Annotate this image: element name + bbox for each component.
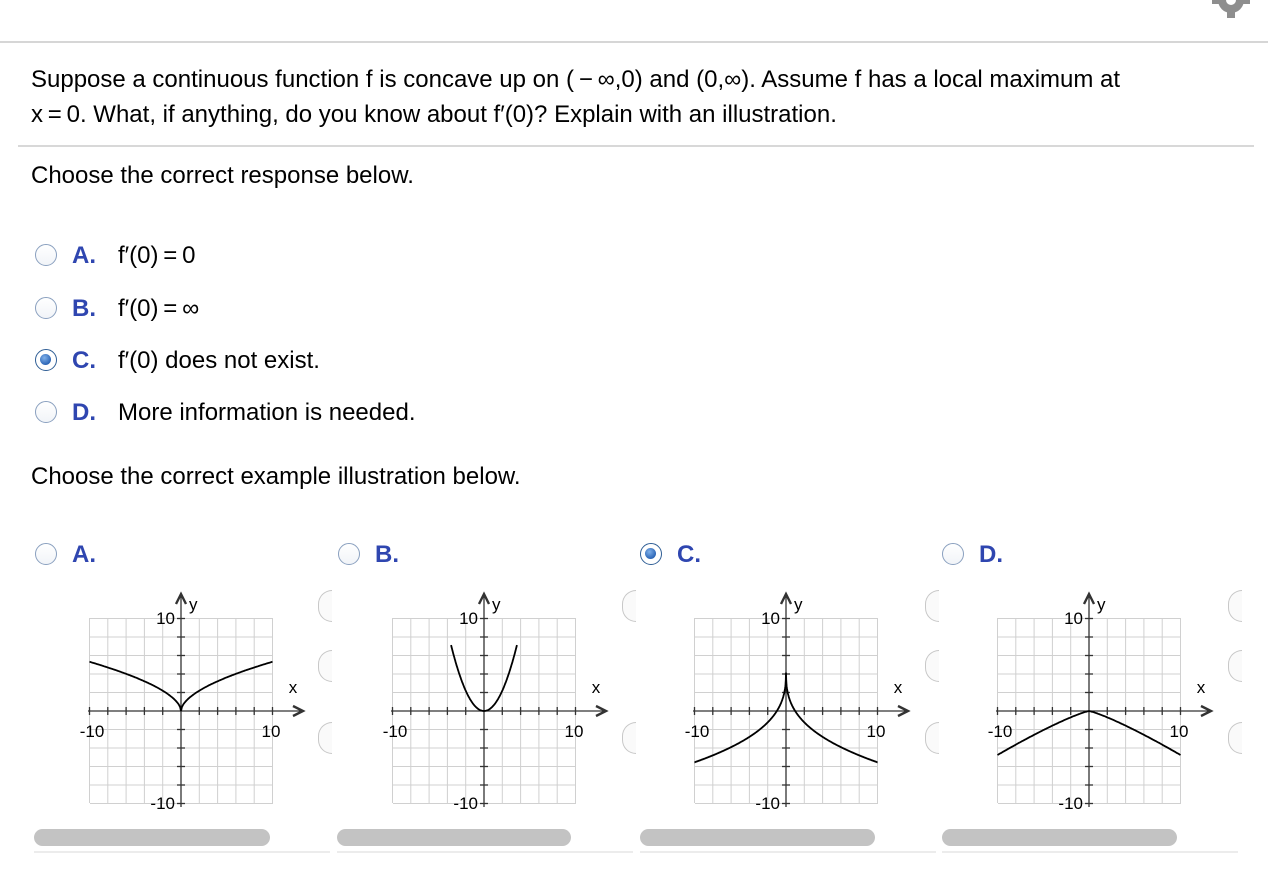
radio-illustration-d[interactable] <box>942 543 964 565</box>
option-letter: D. <box>72 399 96 426</box>
x-min-label: -10 <box>79 722 105 741</box>
x-min-label: -10 <box>684 722 710 741</box>
radio-b[interactable] <box>35 297 57 319</box>
x-min-label: -10 <box>382 722 408 741</box>
y-axis-label: y <box>189 595 198 614</box>
y-max-label: 10 <box>156 609 175 628</box>
graph-b-scrollbar[interactable] <box>337 829 571 846</box>
illustration-letter: D. <box>979 541 1003 568</box>
option-text: f′(0) does not exist. <box>118 347 320 374</box>
response-option-c[interactable] <box>0 340 700 380</box>
y-min-label: -10 <box>755 794 780 813</box>
x-max-label: 10 <box>1169 722 1189 741</box>
option-letter: A. <box>72 242 96 269</box>
x-max-label: 10 <box>564 722 584 741</box>
question-line-1: Suppose a continuous function f is concave up on ( − ∞,0) and (0,∞). Assume f has a local maximum at <box>31 66 1121 93</box>
axes <box>693 594 908 807</box>
axes <box>391 594 606 807</box>
radio-illustration-c[interactable] <box>640 543 662 565</box>
radio-illustration-b[interactable] <box>338 543 360 565</box>
y-axis-label: y <box>492 595 501 614</box>
axes <box>996 594 1211 807</box>
x-max-label: 10 <box>866 722 886 741</box>
graph-c-scroll-track <box>640 851 936 853</box>
radio-c[interactable] <box>35 349 57 371</box>
graph-b-scroll-track <box>337 851 633 853</box>
coordinate-plane <box>333 585 633 825</box>
graph-c-scrollbar[interactable] <box>640 829 875 846</box>
coordinate-plane <box>30 585 330 825</box>
coordinate-plane <box>938 585 1238 825</box>
x-axis-label: x <box>591 678 601 697</box>
x-axis-label: x <box>1196 678 1206 697</box>
graph-a-scroll-track <box>34 851 330 853</box>
x-axis-label: x <box>893 678 903 697</box>
option-text: f′(0) = ∞ <box>118 295 200 322</box>
graph-d <box>938 585 1238 825</box>
y-axis-label: y <box>794 595 803 614</box>
y-max-label: 10 <box>459 609 478 628</box>
part1-prompt: Choose the correct response below. <box>31 162 414 189</box>
part2-prompt: Choose the correct example illustration below. <box>31 463 521 490</box>
response-option-b[interactable] <box>0 288 700 328</box>
graph-a-scrollbar[interactable] <box>34 829 270 846</box>
option-text: More information is needed. <box>118 399 416 426</box>
x-axis-label: x <box>288 678 298 697</box>
option-text: f′(0) = 0 <box>118 242 196 269</box>
x-max-label: 10 <box>261 722 281 741</box>
header-divider <box>0 41 1268 43</box>
graph-d-scroll-track <box>942 851 1238 853</box>
radio-illustration-a[interactable] <box>35 543 57 565</box>
option-letter: C. <box>72 347 96 374</box>
illustration-letter: A. <box>72 541 96 568</box>
coordinate-plane <box>635 585 935 825</box>
y-min-label: -10 <box>453 794 478 813</box>
y-min-label: -10 <box>1058 794 1083 813</box>
graph-b <box>333 585 633 825</box>
response-option-a[interactable] <box>0 235 700 275</box>
y-axis-label: y <box>1097 595 1106 614</box>
graph-a <box>30 585 330 825</box>
y-max-label: 10 <box>1064 609 1083 628</box>
question-line-2: x = 0. What, if anything, do you know about f′(0)? Explain with an illustration. <box>31 101 837 128</box>
response-option-d[interactable] <box>0 392 700 432</box>
x-min-label: -10 <box>987 722 1013 741</box>
illustration-letter: C. <box>677 541 701 568</box>
option-letter: B. <box>72 295 96 322</box>
graph-d-scrollbar[interactable] <box>942 829 1177 846</box>
y-max-label: 10 <box>761 609 780 628</box>
radio-d[interactable] <box>35 401 57 423</box>
graph-c <box>635 585 935 825</box>
radio-a[interactable] <box>35 244 57 266</box>
axes <box>88 594 303 807</box>
y-min-label: -10 <box>150 794 175 813</box>
question-text <box>31 62 1246 132</box>
illustration-letter: B. <box>375 541 399 568</box>
settings-gear-icon[interactable] <box>1207 0 1255 18</box>
question-divider <box>18 145 1254 147</box>
